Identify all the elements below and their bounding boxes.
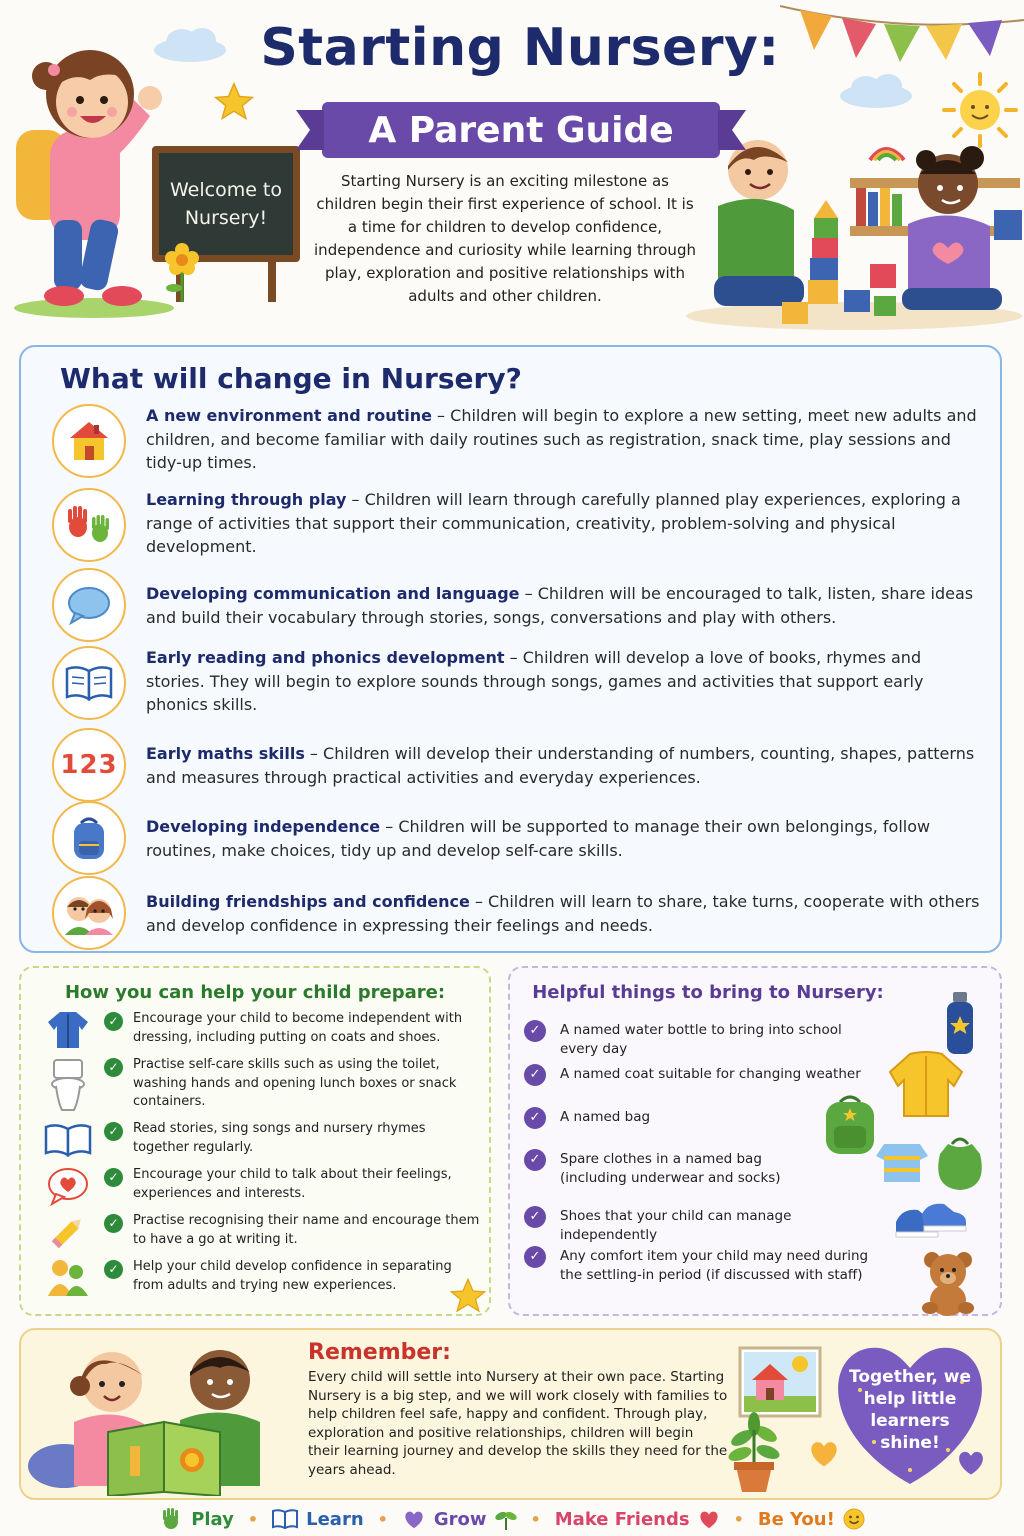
bring-item: [524, 1064, 884, 1086]
change-item: [52, 646, 982, 720]
help-item-text: Help your child develop confidence in separating from adults and trying new experiences.: [133, 1259, 452, 1293]
check-icon: ✓: [104, 1122, 123, 1141]
change-item: [52, 568, 982, 642]
footer-item-learn: [272, 1509, 364, 1530]
purple-heart-icon: [402, 1509, 426, 1529]
drawstring-bag-icon: [930, 1134, 990, 1194]
bring-item-text: A named bag: [560, 1109, 651, 1125]
book-icon: [40, 1120, 96, 1160]
star-icon: [448, 1276, 488, 1316]
pencil-icon: [40, 1212, 96, 1252]
coat-icon: [40, 1010, 96, 1050]
change-item-title: Building friendships and confidence: [146, 892, 470, 911]
check-icon: ✓: [524, 1064, 546, 1086]
bring-item-text: Any comfort item your child may need during the settling-in period (if discussed with staff): [560, 1248, 869, 1283]
heart-bubble-icon: [40, 1166, 96, 1206]
subtitle-banner: [322, 102, 720, 158]
footer-label: Play: [191, 1508, 234, 1530]
numbers-icon: [52, 728, 126, 802]
help-heading: How you can help your child prepare:: [64, 982, 446, 1003]
change-item-text: – Children will begin to explore a new setting, meet new adults and children, and become familiar with daily routines such as registration, snack time, play sessions and tidy-up times.: [146, 406, 977, 472]
change-item-title: Early reading and phonics development: [146, 648, 505, 667]
change-item-title: A new environment and routine: [146, 406, 432, 425]
bring-item: [524, 1246, 884, 1285]
footer-separator: •: [530, 1509, 541, 1529]
house-icon: [52, 404, 126, 478]
teddy-bear-icon: [918, 1250, 978, 1316]
help-item-text: Encourage your child to talk about their feelings, experiences and interests.: [133, 1167, 452, 1201]
check-icon: ✓: [524, 1020, 546, 1042]
check-icon: ✓: [524, 1107, 546, 1129]
help-item-text: Practise self-care skills such as using the toilet, washing hands and opening lunch boxes or snack containers.: [133, 1057, 457, 1109]
bring-item-text: A named coat suitable for changing weather: [560, 1066, 861, 1082]
help-item: [40, 1120, 480, 1160]
water-bottle-icon: [944, 990, 976, 1056]
footer-separator: •: [377, 1509, 388, 1529]
change-heading: What will change in Nursery?: [60, 362, 522, 395]
open-book-icon: [52, 646, 126, 720]
check-icon: ✓: [104, 1214, 123, 1233]
smiley-icon: [843, 1508, 865, 1530]
check-icon: ✓: [104, 1260, 123, 1279]
check-icon: ✓: [524, 1246, 546, 1268]
footer-label: Be You!: [757, 1508, 835, 1530]
girl-waving-illustration: [4, 20, 174, 320]
backpack-icon: [52, 801, 126, 875]
red-heart-icon: [698, 1509, 720, 1529]
shoes-icon: [892, 1198, 972, 1242]
children-reading-illustration: [24, 1336, 294, 1496]
change-item-text: – Children will be supported to manage their own belongings, follow routines, make choices, tidy up and develop self-care skills.: [146, 817, 931, 860]
help-item: [40, 1258, 480, 1298]
footer-separator: •: [247, 1509, 259, 1529]
change-item: [52, 404, 982, 478]
footer-item-play: [159, 1508, 234, 1530]
spare-clothes-icon: [874, 1140, 930, 1186]
footer-label: Grow: [433, 1508, 487, 1530]
bring-item: [524, 1020, 884, 1059]
change-item-title: Early maths skills: [146, 744, 305, 763]
help-item: [40, 1166, 480, 1206]
toilet-icon: [40, 1056, 96, 1114]
book-icon: [272, 1509, 298, 1529]
bring-item-text: Spare clothes in a named bag (including underwear and socks): [560, 1151, 781, 1186]
change-item: [52, 876, 982, 950]
change-item-text: – Children will develop a love of books, rhymes and stories. They will begin to explore sounds through songs, games and activities that support early phonics skills.: [146, 648, 924, 714]
potted-plant-icon: [722, 1410, 786, 1494]
check-icon: ✓: [104, 1012, 123, 1031]
help-item-text: Read stories, sing songs and nursery rhymes together regularly.: [133, 1121, 426, 1155]
footer-item-be-you: [758, 1508, 865, 1530]
check-icon: ✓: [524, 1149, 546, 1171]
flower-icon: [160, 240, 204, 304]
intro-paragraph: Starting Nursery is an exciting milestone as children begin their first experience of school. It is a time for children to develop confidence, independence and curiosity while learning through play, exploration and positive relationships with adults and other children.: [314, 172, 696, 305]
change-item-text: – Children will be encouraged to talk, listen, share ideas and build their vocabulary through stories, songs, conversations and play with others.: [146, 584, 974, 627]
page-title: Starting Nursery:: [260, 18, 780, 78]
check-icon: ✓: [104, 1058, 123, 1077]
remember-heading: Remember:: [308, 1340, 451, 1365]
green-backpack-icon: [820, 1092, 880, 1156]
change-item-text: – Children will develop their understanding of numbers, counting, shapes, patterns and measures through practical activities and everyday experiences.: [146, 744, 975, 787]
star-icon: [212, 80, 256, 124]
bring-item-text: A named water bottle to bring into school every day: [560, 1022, 842, 1057]
numbers-icon-text: 123: [60, 750, 118, 780]
change-item-title: Developing independence: [146, 817, 381, 836]
check-icon: ✓: [104, 1168, 123, 1187]
change-item-title: Learning through play: [146, 490, 347, 509]
children-playing-blocks-illustration: [684, 130, 1022, 330]
raincoat-icon: [886, 1050, 966, 1120]
change-item: [52, 801, 982, 875]
people-icon: [40, 1258, 96, 1298]
friends-icon: [52, 876, 126, 950]
bring-heading: Helpful things to bring to Nursery:: [532, 982, 884, 1003]
change-item-title: Developing communication and language: [146, 584, 520, 603]
chalkboard-leg: [268, 262, 276, 302]
footer-label: Make Friends: [554, 1508, 690, 1530]
help-item-text: Encourage your child to become independent with dressing, including putting on coats and shoes.: [133, 1011, 463, 1045]
change-item: [52, 488, 982, 562]
footer-item-grow: [402, 1508, 517, 1530]
subtitle-text: A Parent Guide: [368, 109, 674, 151]
heart-badge-text: Together, we help little learners shine!: [849, 1367, 971, 1453]
change-item-text: – Children will learn to share, take turns, cooperate with others and develop confidence in expressing their feelings and needs.: [146, 892, 980, 935]
change-item-text: – Children will learn through carefully planned play experiences, exploring a range of activities that support their communication, creativity, problem-solving and physical development.: [146, 490, 961, 556]
footer-separator: •: [733, 1509, 744, 1529]
welcome-chalkboard: Welcome to Nursery!: [152, 146, 300, 262]
bring-item: [524, 1206, 884, 1245]
house-picture-icon: [738, 1346, 822, 1418]
sprout-icon: [495, 1508, 517, 1530]
handprint-icon: [159, 1508, 183, 1530]
bring-item-text: Shoes that your child can manage independently: [560, 1208, 792, 1243]
remember-text: Every child will settle into Nursery at their own pace. Starting Nursery is a big step, and we will work closely with families to help children feel safe, happy and confident. Through play, exploration and positive relationships, children will begin their learning journey and develop the skills they need for the years ahead.: [308, 1369, 728, 1478]
change-item: [52, 728, 982, 802]
footer-label: Learn: [306, 1508, 364, 1530]
handprints-icon: [52, 488, 126, 562]
help-item: [40, 1212, 480, 1252]
speech-bubble-icon: [52, 568, 126, 642]
footer-item-make-friends: [555, 1509, 720, 1530]
help-item: [40, 1056, 480, 1114]
check-icon: ✓: [524, 1206, 546, 1228]
help-item-text: Practise recognising their name and encourage them to have a go at writing it.: [133, 1213, 480, 1247]
help-item: [40, 1010, 480, 1050]
footer-values: [0, 1504, 1024, 1534]
